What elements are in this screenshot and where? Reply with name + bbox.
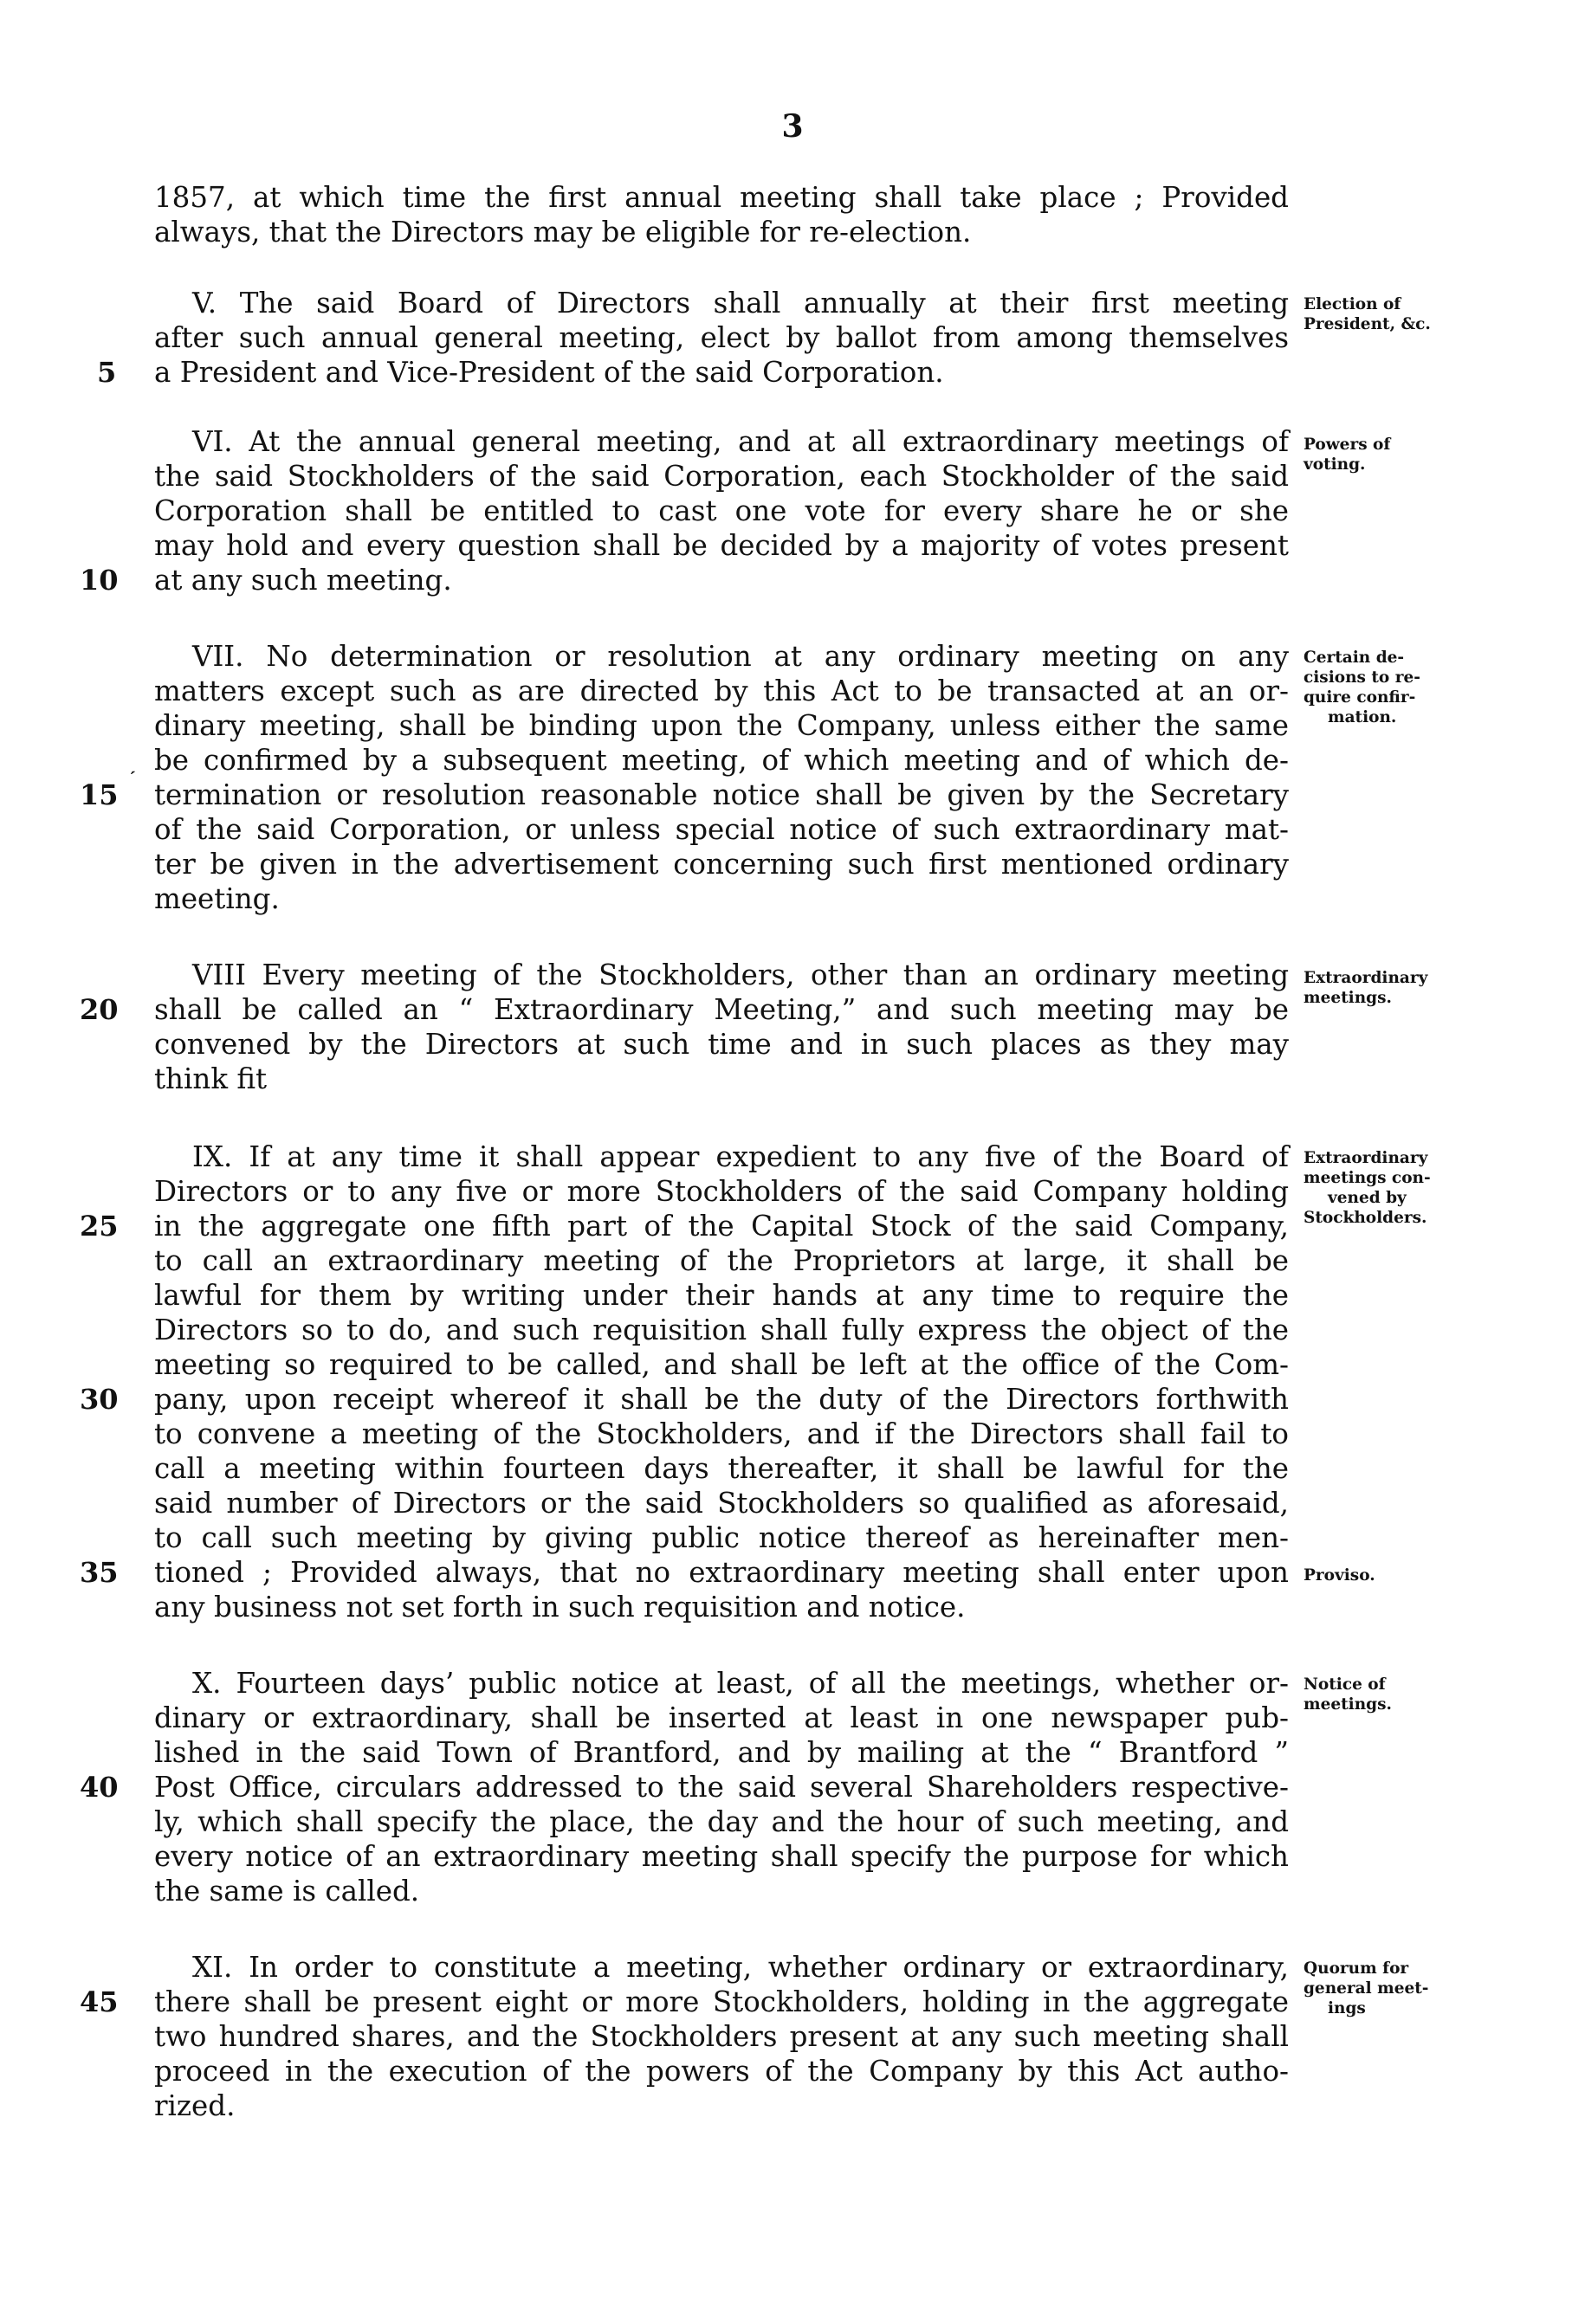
text-line: every notice of an extraordinary meeting shall specify the purpose for which: [154, 1840, 1289, 1873]
text-line: the said Stockholders of the said Corporation, each Stockholder of the said: [154, 460, 1289, 493]
side-note-line: President, &c.: [1304, 315, 1431, 333]
side-note-decisions: [1304, 648, 1520, 727]
side-note-extraordinary: [1304, 968, 1520, 1008]
text-line: to call an extraordinary meeting of the Proprietors at large, it shall be: [154, 1244, 1289, 1277]
side-note-line: meetings con-: [1304, 1169, 1431, 1187]
side-note-line: Extraordinary: [1304, 969, 1428, 987]
text-line: a President and Vice-President of the said Corporation.: [154, 356, 944, 389]
side-note-line: Certain de-: [1304, 649, 1405, 667]
side-note-convened: [1304, 1148, 1520, 1228]
side-note-voting: [1304, 435, 1520, 474]
line-number: 35: [80, 1556, 119, 1589]
text-line: matters except such as are directed by this Act to be transacted at an or-: [154, 675, 1289, 707]
text-line: Directors or to any five or more Stockholders of the said Company holding: [154, 1175, 1289, 1208]
text-line: proceed in the execution of the powers of the Company by this Act autho-: [154, 2055, 1289, 2088]
side-note-line: vened by: [1328, 1189, 1407, 1207]
text-line: XI. In order to constitute a meeting, whether ordinary or extraordinary,: [192, 1951, 1289, 1984]
text-line: think fit: [154, 1062, 268, 1095]
side-note-line: ings: [1328, 1999, 1366, 2017]
line-number: 25: [80, 1210, 119, 1243]
side-note-proviso: [1304, 1565, 1520, 1585]
page-number: 3: [781, 108, 804, 145]
text-line: lished in the said Town of Brantford, and by mailing at the “ Brantford ”: [154, 1736, 1289, 1769]
text-line: X. Fourteen days’ public notice at least, of all the meetings, whether or-: [192, 1667, 1289, 1700]
line-number: 5: [97, 356, 117, 389]
text-line: of the said Corporation, or unless special notice of such extraordinary mat-: [154, 813, 1289, 846]
text-line: Corporation shall be entitled to cast one vote for every share he or she: [154, 494, 1289, 527]
text-line: termination or resolution reasonable notice shall be given by the Secretary: [154, 778, 1289, 811]
side-note-line: meetings.: [1304, 1695, 1392, 1714]
text-line: two hundred shares, and the Stockholders present at any such meeting shall: [154, 2020, 1289, 2053]
margin-mark: ˏ: [130, 752, 137, 775]
text-line: lawful for them by writing under their hands at any time to require the: [154, 1279, 1289, 1312]
text-line: the same is called.: [154, 1875, 420, 1908]
side-note-quorum: [1304, 1959, 1520, 2018]
side-note-line: Quorum for: [1304, 1959, 1409, 1978]
side-note-election: [1304, 294, 1520, 334]
text-line: pany, upon receipt whereof it shall be the duty of the Directors forthwith: [154, 1383, 1289, 1416]
text-line: rized.: [154, 2089, 236, 2122]
text-line: to convene a meeting of the Stockholders, and if the Directors shall fail to: [154, 1417, 1289, 1450]
text-line: VIII Every meeting of the Stockholders, other than an ordinary meeting: [192, 959, 1289, 991]
text-line: meeting so required to be called, and shall be left at the office of the Com-: [154, 1348, 1289, 1381]
text-line: VII. No determination or resolution at any ordinary meeting on any: [192, 640, 1289, 673]
text-line: any business not set forth in such requisition and notice.: [154, 1591, 966, 1624]
text-line: meeting.: [154, 882, 280, 915]
text-line: at any such meeting.: [154, 564, 452, 597]
side-note-line: cisions to re-: [1304, 668, 1420, 687]
side-note-line: Powers of: [1304, 436, 1391, 454]
text-line: in the aggregate one fifth part of the Capital Stock of the said Company,: [154, 1210, 1289, 1243]
side-note-line: general meet-: [1304, 1979, 1429, 1998]
text-line: IX. If at any time it shall appear expedient to any five of the Board of: [192, 1140, 1289, 1173]
side-note-line: Stockholders.: [1304, 1209, 1427, 1227]
text-line: tioned ; Provided always, that no extraordinary meeting shall enter upon: [154, 1556, 1289, 1589]
line-number: 15: [80, 778, 119, 811]
side-note-notice: [1304, 1675, 1520, 1714]
text-line: always, that the Directors may be eligible for re-election.: [154, 216, 972, 249]
side-note-line: Election of: [1304, 295, 1401, 313]
text-line: after such annual general meeting, elect by ballot from among themselves: [154, 321, 1289, 354]
text-line: be confirmed by a subsequent meeting, of which meeting and of which de-: [154, 744, 1289, 777]
side-note-line: quire confir-: [1304, 688, 1416, 707]
text-line: Directors so to do, and such requisition shall fully express the object of the: [154, 1314, 1289, 1346]
text-line: ter be given in the advertisement concerning such first mentioned ordinary: [154, 848, 1289, 881]
text-line: 1857, at which time the first annual meeting shall take place ; Provided: [154, 181, 1289, 214]
line-number: 40: [80, 1771, 119, 1804]
text-line: to call such meeting by giving public notice thereof as hereinafter men-: [154, 1521, 1289, 1554]
text-line: shall be called an “ Extraordinary Meeting,” and such meeting may be: [154, 993, 1289, 1026]
text-line: V. The said Board of Directors shall annually at their first meeting: [192, 287, 1289, 320]
line-number: 30: [80, 1383, 119, 1416]
text-line: Post Office, circulars addressed to the said several Shareholders respective-: [154, 1771, 1289, 1804]
side-note-line: mation.: [1328, 708, 1397, 726]
text-line: there shall be present eight or more Stockholders, holding in the aggregate: [154, 1985, 1289, 2018]
text-line: dinary or extraordinary, shall be inserted at least in one newspaper pub-: [154, 1701, 1289, 1734]
text-line: may hold and every question shall be decided by a majority of votes present: [154, 529, 1289, 562]
text-line: said number of Directors or the said Stockholders so qualified as aforesaid,: [154, 1487, 1289, 1520]
side-note-line: meetings.: [1304, 989, 1392, 1007]
side-note-line: Extraordinary: [1304, 1149, 1428, 1167]
text-line: dinary meeting, shall be binding upon the Company, unless either the same: [154, 709, 1289, 742]
text-line: VI. At the annual general meeting, and at all extraordinary meetings of: [192, 425, 1289, 458]
line-number: 10: [80, 564, 119, 597]
line-number: 20: [80, 993, 119, 1026]
text-line: ly, which shall specify the place, the day and the hour of such meeting, and: [154, 1805, 1289, 1838]
side-note-line: voting.: [1304, 455, 1366, 474]
line-number: 45: [80, 1985, 119, 2018]
text-line: call a meeting within fourteen days thereafter, it shall be lawful for the: [154, 1452, 1289, 1485]
side-note-line: Proviso.: [1304, 1566, 1375, 1585]
text-line: convened by the Directors at such time and in such places as they may: [154, 1028, 1289, 1061]
side-note-line: Notice of: [1304, 1675, 1386, 1694]
